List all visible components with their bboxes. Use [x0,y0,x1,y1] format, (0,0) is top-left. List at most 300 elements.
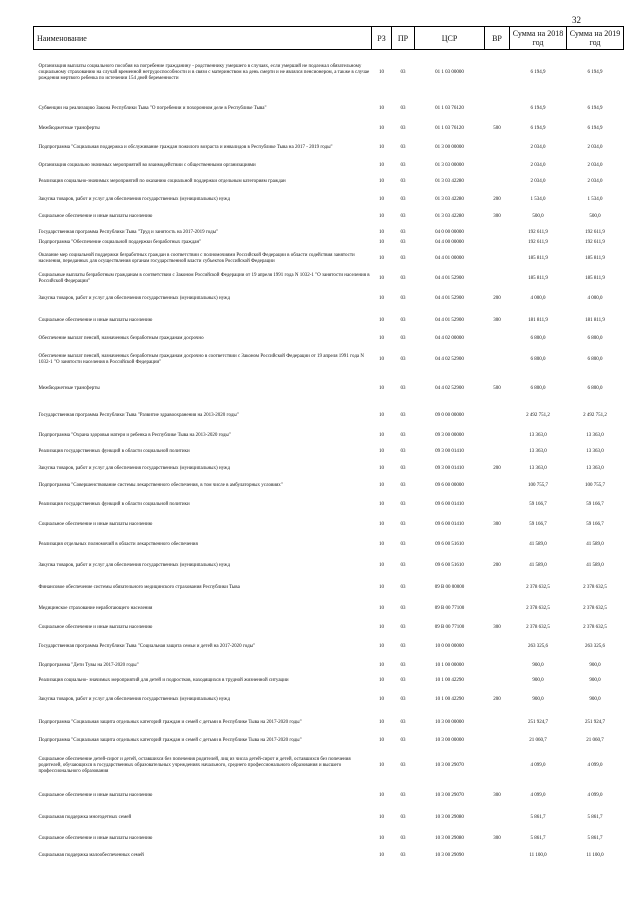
cell-sum-2019: 2 492 751,2 [583,412,607,418]
table-row [34,496,624,515]
cell-sum-2019: 900,0 [589,696,601,702]
table-row [34,228,624,239]
cell-rz: 10 [379,502,384,507]
cell-rz: 10 [379,677,384,683]
cell-csr: 09 В 00 77100 [434,624,465,630]
cell-sum-2018: 4 099,0 [530,763,546,768]
cell-rz: 10 [379,214,384,219]
table-row [34,637,624,658]
cell-vr [485,403,510,429]
table-row [34,658,624,674]
cell-csr: 04 4 01 52900 [435,295,464,301]
cell-sum-2019: 263 325,6 [585,644,605,649]
cell-pr: 03 [400,385,406,391]
cell-name: Государственная программа Республики Тыва "Труд и занятость на 2017-2019 годы" [38,230,219,235]
cell-pr: 03 [400,335,406,341]
cell-sum-2019: 4 099,0 [587,793,603,798]
cell-name: Финансовое обеспечение системы обязательного медицинского страхования Республики Тыва [38,584,240,590]
cell-pr: 03 [400,317,406,323]
table-row [34,172,624,193]
cell-sum-2018: 21 060,7 [529,738,547,743]
table-row [34,461,624,477]
cell-rz: 10 [379,719,384,725]
cell-vr [485,658,510,674]
cell-sum-2019: 500,0 [589,214,601,219]
cell-rz: 10 [379,541,384,547]
cell-sum-2018: 5 861,7 [530,835,546,841]
cell-sum-2018: 2 378 632,5 [526,584,550,590]
cell-pr: 03 [400,126,406,131]
cell-rz: 10 [379,385,384,391]
cell-vr [485,248,510,270]
table-row [34,207,624,228]
cell-sum-2019: 6 194,9 [587,69,603,75]
cell-name: Государственная программа Республики Тыва "Социальная защита семьи и детей на 2017-2020 годы" [38,644,256,649]
cell-rz: 10 [379,230,384,235]
table-row [34,577,624,599]
cell-name: Социальное обеспечение и иные выплаты населению [38,835,153,841]
cell-sum-2019: 41 589,0 [586,562,604,568]
cell-csr: 04 4 01 00000 [435,255,464,261]
cell-pr: 03 [400,644,406,649]
cell-sum-2019: 2 378 632,5 [583,584,607,590]
cell-sum-2019: 2 378 632,5 [583,605,607,611]
cell-csr: 09 3 00 01410 [435,465,464,471]
cell-pr: 03 [400,240,406,245]
cell-csr: 10 0 00 00000 [435,644,464,649]
cell-sum-2019: 2 378 632,5 [583,624,607,630]
cell-pr: 03 [400,562,406,568]
cell-sum-2018: 6 800,0 [530,357,546,362]
cell-vr [485,749,510,784]
cell-sum-2019: 11 100,0 [586,852,604,858]
table-row [34,688,624,712]
cell-name: Реализация государственных функций в области социальной политики [38,502,190,507]
cell-vr [485,172,510,193]
cell-rz: 10 [379,162,384,168]
cell-csr: 01 1 03 76120 [435,105,464,111]
header-name: Наименование [34,27,372,50]
cell-vr: 300 [493,317,501,323]
cell-rz: 10 [379,644,384,649]
cell-name: Социальное обеспечение и иные выплаты населению [38,317,153,323]
cell-csr: 09 6 00 01410 [435,502,464,507]
cell-csr: 09 6 00 00000 [435,483,464,488]
cell-rz: 10 [379,815,384,820]
cell-vr: 200 [493,562,501,568]
cell-sum-2019: 5 861,7 [587,835,603,841]
cell-csr: 09 В 00 77100 [434,605,465,611]
cell-name: Реализация социально- значимых мероприятий для детей и подростков, находящихся в трудной жизненной ситуации [38,677,289,683]
cell-csr: 09 0 00 00000 [435,412,464,418]
cell-csr: 04 0 00 00000 [435,230,464,235]
cell-name: Социальное обеспечение и иные выплаты населению [38,214,153,219]
table-row [34,96,624,122]
cell-rz: 10 [379,584,384,590]
cell-csr: 10 1 00 42290 [435,696,464,702]
cell-name: Обеспечение выплат пенсий, назначенных безработным гражданам досрочно [38,335,204,341]
cell-sum-2019: 900,0 [589,662,601,668]
cell-rz: 10 [379,448,384,454]
cell-pr: 03 [400,738,406,743]
table-row [34,288,624,310]
cell-rz: 10 [379,835,384,841]
table-row [34,515,624,535]
table-row [34,239,624,248]
cell-csr: 09 3 00 00000 [435,432,464,438]
cell-sum-2018: 4 099,0 [530,793,546,798]
cell-vr: 300 [493,521,501,527]
cell-rz: 10 [379,105,384,111]
cell-sum-2018: 2 034,0 [530,145,546,150]
cell-name: Организация социально значимых мероприятий во взаимодействии с общественными организациями [38,162,256,168]
cell-csr: 10 3 00 29070 [435,763,464,768]
cell-rz: 10 [379,763,384,768]
cell-pr: 03 [400,145,406,150]
cell-csr: 04 4 00 00000 [435,240,464,245]
cell-vr [485,535,510,555]
cell-rz: 10 [379,738,384,743]
cell-pr: 03 [400,662,406,668]
cell-sum-2019: 900,0 [589,677,601,683]
cell-name: Закупка товаров, работ и услуг для обеспечения государственных (муниципальных) нужд [38,465,231,471]
cell-sum-2018: 900,0 [532,677,544,683]
cell-pr: 03 [400,483,406,488]
cell-rz: 10 [379,179,384,184]
cell-vr: 300 [493,793,501,798]
cell-name: Закупка товаров, работ и услуг для обеспечения государственных (муниципальных) нужд [38,696,231,702]
cell-sum-2018: 2 378 632,5 [526,605,550,611]
cell-name: Реализация социально-значимых мероприятий по оказанию социальной поддержки отдельным категориям граждан [38,179,286,184]
cell-csr: 10 3 00 29080 [435,815,464,820]
cell-name: Межбюджетные трансферты [38,385,100,391]
cell-name: Закупка товаров, работ и услуг для обеспечения государственных (муниципальных) нужд [38,295,231,301]
cell-csr: 10 3 00 29090 [435,852,464,858]
cell-sum-2018: 192 611,9 [528,240,548,245]
cell-csr: 01 3 00 00000 [435,145,464,150]
table-row [34,850,624,862]
cell-csr: 01 3 03 42280 [435,179,464,184]
table-row [34,599,624,619]
cell-sum-2018: 5 861,7 [530,815,546,820]
cell-vr [485,734,510,749]
cell-pr: 03 [400,502,406,507]
cell-sum-2018: 2 034,0 [530,162,546,168]
cell-name: Социальная поддержка многодетных семей [38,815,132,820]
cell-vr [485,443,510,461]
cell-rz: 10 [379,562,384,568]
table-row [34,375,624,403]
cell-vr [485,712,510,734]
cell-pr: 03 [400,162,406,168]
cell-pr: 03 [400,69,406,75]
cell-csr: 09 6 00 51610 [435,562,464,568]
cell-rz: 10 [379,275,384,281]
cell-csr: 09 В 00 00000 [434,584,465,590]
cell-name: Подпрограмма "Дети Тувы на 2017-2020 годы" [38,662,139,668]
table-row [34,555,624,577]
cell-csr: 10 1 00 00000 [435,662,464,668]
cell-sum-2018: 6 194,9 [530,69,546,75]
cell-vr: 300 [493,624,501,630]
cell-sum-2018: 59 166,7 [529,521,547,527]
cell-pr: 03 [400,465,406,471]
cell-pr: 03 [400,412,406,418]
cell-pr: 03 [400,541,406,547]
cell-sum-2018: 6 800,0 [530,335,546,341]
cell-csr: 04 4 02 00000 [435,335,464,341]
cell-vr [485,429,510,443]
cell-sum-2019: 185 811,9 [585,255,605,261]
cell-rz: 10 [379,793,384,798]
cell-pr: 03 [400,719,406,725]
cell-sum-2019: 6 800,0 [587,357,603,362]
cell-sum-2018: 900,0 [532,662,544,668]
cell-name: Социальное обеспечение и иные выплаты населению [38,624,153,630]
cell-sum-2019: 1 534,0 [587,196,603,202]
cell-sum-2019: 4 000,0 [587,295,603,301]
cell-rz: 10 [379,696,384,702]
cell-vr [485,96,510,122]
cell-pr: 03 [400,696,406,702]
cell-name: Социальная поддержка малообеспеченных семей [38,852,144,858]
cell-sum-2018: 2 034,0 [530,179,546,184]
cell-sum-2018: 6 800,0 [530,385,546,391]
cell-sum-2018: 192 611,9 [528,230,548,235]
cell-pr: 03 [400,763,406,768]
cell-sum-2019: 21 060,7 [586,738,604,743]
cell-pr: 03 [400,432,406,438]
cell-csr: 10 3 00 29080 [435,835,464,841]
cell-sum-2019: 181 811,9 [585,317,605,323]
cell-rz: 10 [379,126,384,131]
cell-sum-2019: 13 363,0 [586,448,604,454]
cell-csr: 10 3 00 00000 [435,719,464,725]
cell-sum-2019: 2 034,0 [587,179,603,184]
cell-vr: 500 [493,385,501,391]
cell-vr [485,332,510,346]
table-row [34,122,624,137]
cell-vr: 200 [493,196,501,202]
header-rz: РЗ [372,27,392,50]
cell-sum-2018: 185 811,9 [528,255,548,261]
cell-vr: 200 [493,295,501,301]
header-csr: ЦСР [415,27,485,50]
cell-sum-2018: 251 924,7 [528,719,548,725]
cell-name: Подпрограмма "Социальная поддержка и обслуживание граждан пожилого возраста и инвалидов в Республике Тыва на 2017 - 2019 годы" [38,145,333,150]
cell-vr: 500 [493,126,501,131]
cell-sum-2018: 100 755,7 [528,483,548,488]
cell-sum-2019: 192 611,9 [585,230,605,235]
cell-name: Реализация государственных функций в области социальной политики [38,448,190,454]
cell-sum-2019: 185 811,9 [585,275,605,281]
cell-rz: 10 [379,521,384,527]
cell-name: Обеспечение выплат пенсий, назначенных безработным гражданам досрочно в соответствии с Законом Российской Федерации от 19 апреля 1991 года N 1032-1 "О занятости населения в Российской Федерации" [38,354,364,365]
cell-rz: 10 [379,69,384,75]
cell-name: Реализация отдельных полномочий в области лекарственного обеспечения [38,541,198,547]
cell-rz: 10 [379,412,384,418]
cell-pr: 03 [400,852,406,858]
cell-csr: 10 3 00 29070 [435,793,464,798]
cell-pr: 03 [400,295,406,301]
header-sum-2019: Сумма на 2019 год [567,27,624,50]
cell-vr: 200 [493,696,501,702]
cell-sum-2019: 192 611,9 [585,240,605,245]
cell-vr [485,228,510,239]
cell-sum-2018: 6 194,9 [530,105,546,111]
table-row [34,403,624,429]
cell-vr [485,346,510,375]
cell-rz: 10 [379,465,384,471]
cell-name: Государственная программа Республики Тыва "Развитие здравоохранения на 2013-2020 годы" [38,412,239,418]
cell-pr: 03 [400,793,406,798]
cell-vr [485,477,510,496]
cell-name: Подпрограмма "Социальная защита отдельных категорий граждан и семей с детьми в Республике Тыва на 2017-2020 годы" [38,719,302,725]
cell-vr [485,50,510,96]
cell-sum-2019: 13 363,0 [586,465,604,471]
cell-sum-2019: 251 924,7 [585,719,605,725]
cell-pr: 03 [400,105,406,111]
cell-pr: 03 [400,255,406,261]
cell-rz: 10 [379,483,384,488]
cell-pr: 03 [400,179,406,184]
cell-sum-2019: 13 363,0 [586,432,604,438]
cell-name: Подпрограмма "Охрана здоровья матери и ребенка в Республике Тыва на 2013-2020 годы" [38,432,231,438]
cell-pr: 03 [400,521,406,527]
cell-sum-2018: 4 000,0 [530,295,546,301]
cell-name: Социальные выплаты безработным гражданам в соответствии с Законом Российской Федерации от 19 апреля 1991 года N 1032-1 "О занятости населения в Российской Федерации" [38,272,370,284]
cell-sum-2018: 263 325,6 [528,644,548,649]
cell-rz: 10 [379,662,384,668]
cell-sum-2019: 100 755,7 [585,483,605,488]
cell-rz: 10 [379,357,384,362]
cell-sum-2019: 2 034,0 [587,162,603,168]
cell-pr: 03 [400,214,406,219]
cell-name: Социальное обеспечение детей-сирот и детей, оставшихся без попечения родителей, лиц из числа детей-сирот и детей, оставшихся без попечения родителей, обучающихся в государственных образовательных учреждениях начального, среднего профессионального образования и высшего профессионального образования [38,757,351,774]
cell-csr: 01 1 03 76120 [435,126,464,131]
cell-sum-2018: 500,0 [532,214,544,219]
cell-vr [485,577,510,599]
cell-vr [485,137,510,160]
cell-sum-2019: 2 034,0 [587,145,603,150]
cell-vr [485,496,510,515]
cell-sum-2019: 59 166,7 [586,521,604,527]
header-sum-2018: Сумма на 2018 год [510,27,567,50]
table-row [34,712,624,734]
table-row [34,193,624,207]
cell-sum-2019: 6 800,0 [587,335,603,341]
table-row [34,828,624,850]
cell-rz: 10 [379,196,384,202]
cell-name: Закупка товаров, работ и услуг для обеспечения государственных (муниципальных) нужд [38,562,231,568]
cell-name: Организация выплаты социального пособия на погребение гражданину - родственнику умершего в случаях, если умерший не подлежал обязательному социальному страхованию на случай временной нетрудоспособности и в связи с материнством на день смерти и не являлся пенсионером, а также в случае рождения мертвого ребенка по истечении 154 дней беременности [38,63,370,81]
cell-pr: 03 [400,815,406,820]
cell-sum-2018: 41 589,0 [529,562,547,568]
cell-pr: 03 [400,357,406,362]
cell-pr: 03 [400,677,406,683]
cell-sum-2018: 13 363,0 [529,432,547,438]
cell-name: Медицинское страхование неработающего населения [38,605,153,611]
cell-csr: 04 4 01 52900 [435,317,464,323]
budget-table [33,26,624,862]
cell-pr: 03 [400,584,406,590]
cell-sum-2018: 900,0 [532,696,544,702]
cell-csr: 09 6 00 01410 [435,521,464,527]
cell-sum-2018: 181 811,9 [528,317,548,323]
table-row [34,137,624,160]
table-row [34,248,624,270]
cell-vr [485,674,510,688]
table-row [34,619,624,637]
cell-vr [485,160,510,172]
cell-vr: 200 [493,465,501,471]
cell-rz: 10 [379,335,384,341]
header-pr: ПР [392,27,415,50]
table-row [34,784,624,809]
table-row [34,429,624,443]
cell-pr: 03 [400,605,406,611]
cell-rz: 10 [379,605,384,611]
cell-pr: 03 [400,448,406,454]
table-row [34,443,624,461]
cell-sum-2019: 5 861,7 [587,815,603,820]
cell-pr: 03 [400,275,406,281]
cell-csr: 10 1 00 42290 [435,677,464,683]
cell-csr: 04 4 02 52900 [435,357,464,362]
cell-name: Социальное обеспечение и иные выплаты населению [38,521,153,527]
cell-vr [485,270,510,288]
cell-name: Подпрограмма "Совершенствование системы лекарственного обеспечения, в том числе в амбулаторных условиях" [38,483,283,488]
cell-pr: 03 [400,624,406,630]
cell-csr: 09 6 00 51610 [435,541,464,547]
cell-pr: 03 [400,230,406,235]
cell-name: Закупка товаров, работ и услуг для обеспечения государственных (муниципальных) нужд [38,196,231,202]
cell-csr: 04 4 02 52900 [435,385,464,391]
cell-csr: 01 3 03 00000 [435,162,464,168]
cell-csr: 01 3 03 42280 [435,196,464,202]
table-body [34,50,624,862]
cell-sum-2019: 6 194,9 [587,105,603,111]
cell-vr [485,809,510,828]
cell-sum-2018: 1 534,0 [530,196,546,202]
cell-name: Социальное обеспечение и иные выплаты населению [38,793,153,798]
cell-rz: 10 [379,255,384,261]
cell-sum-2018: 13 363,0 [529,448,547,454]
cell-sum-2019: 4 099,0 [587,763,603,768]
cell-rz: 10 [379,852,384,858]
cell-csr: 01 1 03 00000 [435,69,464,75]
table-row [34,535,624,555]
cell-name: Межбюджетные трансферты [38,126,100,131]
table-header-row [34,27,624,50]
table-row [34,346,624,375]
cell-pr: 03 [400,835,406,841]
table-row [34,332,624,346]
table-row [34,477,624,496]
cell-vr [485,599,510,619]
cell-vr [485,850,510,862]
cell-sum-2019: 6 800,0 [587,385,603,391]
cell-rz: 10 [379,240,384,245]
table-row [34,749,624,784]
cell-csr: 04 4 01 52900 [435,275,464,281]
table-row [34,734,624,749]
cell-rz: 10 [379,317,384,323]
table-row [34,809,624,828]
cell-rz: 10 [379,432,384,438]
cell-csr: 09 3 00 01410 [435,448,464,454]
cell-name: Субвенции на реализацию Закона Республики Тыва "О погребении и похоронном деле в Республике Тыва" [38,105,267,111]
